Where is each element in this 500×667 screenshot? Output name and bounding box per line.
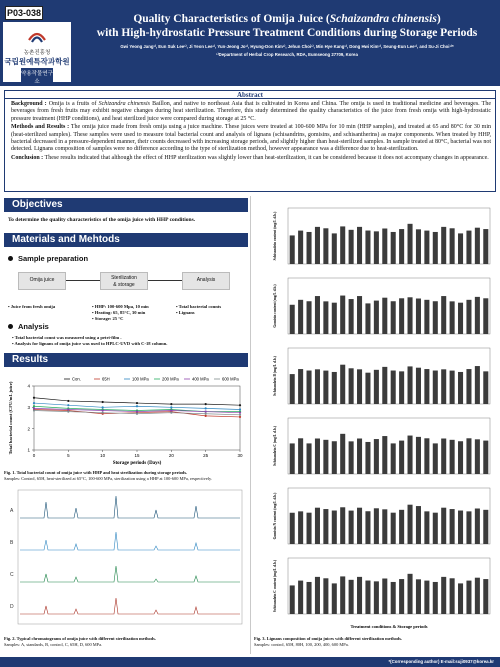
bar	[450, 301, 455, 334]
bar	[315, 439, 320, 474]
bar	[458, 583, 463, 614]
bar	[391, 582, 396, 614]
bar	[365, 581, 370, 614]
bar	[340, 576, 345, 614]
bar	[433, 513, 438, 544]
data-point	[33, 407, 35, 409]
bar	[458, 441, 463, 474]
bar	[450, 228, 455, 264]
bar	[365, 373, 370, 404]
bar	[424, 438, 429, 474]
flow-arrow-1	[66, 280, 100, 281]
title-line1-post: )	[436, 13, 441, 25]
bar	[340, 296, 345, 334]
bar	[374, 581, 379, 614]
y-tick-label: 4	[27, 383, 30, 389]
rda-emblem-icon	[27, 28, 47, 44]
bar	[483, 298, 488, 334]
data-point	[102, 401, 104, 403]
panel-y-label: Schisandrin content (mg/L d.b.)	[273, 211, 277, 261]
analysis-heading	[8, 322, 49, 331]
bar	[441, 369, 446, 404]
bar	[466, 231, 471, 264]
bar	[340, 365, 345, 404]
bar	[374, 301, 379, 334]
analysis-item: • Total bacterial count was measured using a petri-film .	[12, 335, 122, 340]
bar	[391, 443, 396, 474]
legend-label: 100 MPa	[132, 376, 149, 382]
bar	[340, 434, 345, 474]
sample-prep-label: Sample preparation	[18, 254, 89, 263]
legend-label: Con.	[72, 376, 81, 382]
bar	[298, 300, 303, 334]
bar	[399, 441, 404, 474]
fig3-lignans-bar-panels	[254, 200, 496, 632]
bar	[357, 439, 362, 474]
flow-list-juice	[8, 304, 86, 310]
x-tick-label: 0	[32, 453, 36, 458]
legend-label: 600 MPa	[222, 376, 239, 382]
bar	[365, 303, 370, 334]
affiliation: ¹⁾Department of Herbal Crop Research, RDA, Eumseong 27709, Korea	[216, 52, 358, 57]
bar	[332, 511, 337, 544]
data-point	[102, 412, 104, 414]
bar	[391, 513, 396, 544]
bar	[483, 371, 488, 404]
panel-y-label: Gomisin N content (mg/L d.b.)	[273, 492, 277, 540]
data-point	[239, 412, 241, 414]
bar	[399, 229, 404, 264]
bar	[298, 231, 303, 264]
fig1-bacterial-count-chart	[4, 372, 248, 468]
bar	[332, 233, 337, 264]
bar	[483, 229, 488, 264]
data-point	[136, 413, 138, 415]
bar	[382, 229, 387, 264]
background-species: Schizandra chinensis	[98, 101, 150, 107]
bar	[466, 300, 471, 334]
y-tick-label: 2	[27, 426, 30, 432]
data-point	[205, 415, 207, 417]
bar	[357, 369, 362, 404]
data-point	[239, 416, 241, 418]
bar	[408, 574, 413, 614]
logo-text-agency: 농촌진흥청	[23, 50, 51, 56]
panel-y-label: Schisandrin B (mg/L d.b.)	[273, 356, 277, 396]
fig3-caption-text: Samples: control, 65H, 80H, 100, 200, 400, 600 MPa.	[254, 641, 349, 647]
flow-list-item: • HHP: 100-600 Mpa, 10 min	[92, 304, 149, 309]
y-tick-label: 3	[27, 404, 30, 410]
abstract-body	[11, 101, 491, 163]
data-point	[239, 408, 241, 410]
bar	[433, 443, 438, 474]
bar	[458, 372, 463, 404]
bar	[382, 579, 387, 614]
flow-list-analysis	[176, 304, 248, 316]
bar	[374, 508, 379, 544]
bar	[424, 300, 429, 334]
author-list: Gwi Yeong Jang¹⁾, Eun Suk Lee¹⁾, Ji Yeon Lee¹⁾, Yun-Jeong Jo¹⁾, Hyung-Don Kim¹⁾, Jehun Choi¹⁾, Min Hye Kang¹⁾, Dong Hwi Kim¹⁾, Seung-Eun Lee¹⁾, and Su-Ji Choi¹⁾*	[120, 44, 454, 49]
fig2-caption-title: Fig. 2. Typical chromatograms of omija juice with different sterilization methods.	[4, 636, 156, 641]
flow-box-sterilization: Sterilization & storage	[100, 272, 148, 290]
bar	[483, 579, 488, 614]
data-point	[33, 397, 35, 399]
bar	[349, 299, 354, 334]
bar	[357, 508, 362, 544]
x-axis-label: Storage periods (Days)	[112, 461, 162, 466]
bar	[458, 233, 463, 264]
corresponding-author: *(Corresponding author) E-mail:suji0937@korea.kr	[0, 657, 500, 667]
x-tick-label: 10	[100, 453, 106, 458]
svg-text:C: C	[10, 572, 14, 578]
analysis-item: • Analysis for lignans of omija juice was used to HPLC-UVD with C-18 column.	[12, 341, 168, 347]
bar	[416, 506, 421, 544]
data-point	[239, 414, 241, 416]
bar	[374, 370, 379, 404]
data-point	[170, 406, 172, 408]
conclusion-label: Conclusion :	[11, 154, 44, 161]
bar	[424, 511, 429, 544]
panel-y-label: Gomisin content (mg/L d.b.)	[273, 284, 277, 328]
bar	[349, 441, 354, 474]
bar	[441, 508, 446, 544]
bar	[450, 578, 455, 614]
bar	[332, 441, 337, 474]
data-point	[33, 405, 35, 407]
fig3-x-axis-label: Treatment conditions & Storage periods	[350, 624, 428, 629]
data-point	[205, 413, 207, 415]
bar	[475, 297, 480, 334]
section-materials: Materials and Mehtods	[4, 233, 248, 247]
x-tick-label: 20	[168, 453, 174, 458]
bar	[307, 513, 312, 544]
objective-text: To determine the quality characteristics of the omija juice with HHP conditions.	[8, 217, 196, 223]
sample-prep-heading	[8, 254, 88, 263]
abstract-methods	[11, 124, 491, 154]
panel-y-label: Schisandrin C (mg/L d.b.)	[273, 426, 277, 466]
legend-label: 400 MPa	[192, 376, 209, 382]
bar	[450, 440, 455, 474]
bar	[357, 577, 362, 614]
data-point	[67, 408, 69, 410]
bar	[365, 231, 370, 264]
bar	[483, 441, 488, 474]
bar	[416, 299, 421, 334]
bar	[458, 303, 463, 334]
bar	[349, 230, 354, 264]
flow-list-item: • Juice from fresh omija	[8, 304, 56, 309]
panel-y-label: Schisandrin C content (mg/L d.b.)	[273, 559, 277, 613]
bar	[408, 505, 413, 544]
legend-label: 200 MPa	[162, 376, 179, 382]
plot-frame	[34, 386, 240, 450]
data-point	[136, 405, 138, 407]
bar	[408, 224, 413, 264]
data-point	[170, 409, 172, 411]
bar	[382, 509, 387, 544]
bar	[466, 511, 471, 544]
bar	[298, 511, 303, 544]
data-point	[67, 400, 69, 402]
flow-box-juice	[18, 272, 66, 290]
data-point	[170, 412, 172, 414]
bar	[307, 371, 312, 404]
flow-box-analysis-label: Analysis	[196, 277, 216, 283]
bar	[475, 228, 480, 264]
column-divider	[250, 196, 251, 654]
bar	[332, 583, 337, 614]
fig1-caption-title: Fig. 1. Total bacterial count of omija juice with HHP and heat sterilization during storage periods.	[4, 470, 188, 475]
abstract-box	[4, 90, 496, 192]
poster-id: P03-038	[6, 8, 42, 18]
bar	[298, 369, 303, 404]
bar	[424, 581, 429, 614]
bar	[399, 579, 404, 614]
bar	[357, 296, 362, 334]
svg-text:A: A	[10, 508, 14, 514]
bar	[315, 296, 320, 334]
bar	[290, 374, 295, 404]
data-point	[102, 406, 104, 408]
bar	[290, 443, 295, 474]
bar	[466, 369, 471, 404]
svg-text:B: B	[10, 540, 14, 546]
background-label: Background :	[11, 101, 47, 107]
section-objectives: Objectives	[4, 198, 248, 212]
bar	[349, 580, 354, 614]
bar	[391, 301, 396, 334]
bar	[399, 371, 404, 404]
bar	[374, 439, 379, 474]
poster-header	[0, 0, 500, 86]
fig3-caption-title: Fig. 3. Lignans composition of omija juices with different sterilization methods.	[254, 636, 403, 641]
data-point	[136, 402, 138, 404]
bar	[416, 437, 421, 474]
abstract-background	[11, 101, 491, 123]
bar	[433, 301, 438, 334]
bar	[357, 227, 362, 264]
bar	[391, 232, 396, 264]
fig3-caption	[254, 636, 496, 647]
bar	[424, 369, 429, 404]
bar	[466, 438, 471, 474]
bar	[475, 578, 480, 614]
fig1-caption	[4, 470, 248, 481]
background-text-post: Baillon, and native to northeast Asia that is cultivated in Korea and China. The omija is used in traditional medicine and beverages. The beverages from fresh fruits may exhibit negative changes during heat sterilization. Therefore, this study determined the quality characteristics of the juice from fresh omija with high-hydrostatic pressure treatment (HHP conditions), and heat sterilized juice were compared during storage at 25 °C.	[11, 101, 491, 122]
title-species: Schaizandra chinensis	[329, 13, 437, 25]
analysis-item-text: Total bacterial count was measured using a petri-film .	[14, 335, 122, 340]
bar	[466, 581, 471, 614]
bar	[382, 367, 387, 404]
bar	[424, 231, 429, 264]
flow-arrow-2	[148, 280, 182, 281]
analysis-label: Analysis	[18, 322, 49, 331]
bullet-icon	[8, 324, 13, 329]
bar	[323, 301, 328, 334]
bar	[416, 368, 421, 404]
bar	[374, 231, 379, 264]
bar	[408, 436, 413, 474]
bar	[416, 229, 421, 264]
analysis-list	[12, 335, 248, 348]
flow-list-item: • Total bacterial counts	[176, 304, 222, 309]
bar	[433, 232, 438, 264]
bar	[475, 439, 480, 474]
bar	[323, 509, 328, 544]
flow-box-juice-label: Omija juice	[29, 277, 55, 283]
logo-text-division: 약용작물연구소	[21, 68, 53, 86]
data-point	[205, 403, 207, 405]
analysis-item-text: Analysis for lignans of omija juice was used to HPLC-UVD with C-18 column.	[14, 341, 168, 347]
bullet-icon	[8, 256, 13, 261]
poster-title	[78, 12, 496, 40]
bar	[391, 371, 396, 404]
bar	[298, 438, 303, 474]
fig1-caption-text: Samples: Control, 65H, heat-sterilized at 65°C, 100-600 MPa, sterilization using a HHP at 100-600 MPa, respectively.	[4, 475, 212, 481]
data-point	[33, 409, 35, 411]
bar	[349, 368, 354, 404]
bar	[441, 296, 446, 334]
bar	[365, 442, 370, 474]
bar	[475, 366, 480, 404]
section-results: Results	[4, 353, 248, 367]
flow-list-sterilization	[92, 304, 172, 322]
bar	[382, 298, 387, 334]
bar	[408, 297, 413, 334]
methods-text: The omija juice made from fresh omija using a juice machine. These juices were treated at 100-600 MPa for 10 min (HHP samples), and treated at 65 and 80°C for 30 min (heat-sterilized samples). These samples were used to measure total bacterial count and analysis of lignans (schisandrins, gomisins, and schisantherins) as major components. When treated by HHP, bacterial decreased in a pressure-dependent manner, their counts decreased with increasing storage periods, and slightly higher than heat-sterilized samples. In sample treated at 80°C, bacterial was not detected. Lignans composition of samples were no difference according to the type of sterilization method, however appearance was a difference due to heat-sterilization.	[11, 124, 491, 153]
methods-label: Methods and Results :	[11, 124, 70, 131]
bar	[332, 372, 337, 404]
bar	[290, 305, 295, 334]
fig2-caption-text: Samples: A, standards, B, control, C, 65H, D, 600 MPa.	[4, 641, 103, 647]
bar	[441, 439, 446, 474]
bar	[307, 443, 312, 474]
x-tick-label: 5	[67, 453, 70, 458]
bar	[399, 298, 404, 334]
bar	[315, 577, 320, 614]
bar	[475, 509, 480, 544]
bar	[307, 232, 312, 264]
bar	[315, 227, 320, 264]
bar	[349, 511, 354, 544]
abstract-conclusion	[11, 155, 491, 162]
data-point	[67, 404, 69, 406]
bar	[458, 511, 463, 544]
data-point	[239, 404, 241, 406]
data-point	[205, 407, 207, 409]
bar	[323, 228, 328, 264]
bar	[450, 371, 455, 404]
data-point	[170, 403, 172, 405]
bar	[290, 585, 295, 614]
data-point	[205, 411, 207, 413]
bar	[408, 366, 413, 404]
x-tick-label: 15	[134, 453, 140, 458]
bar	[290, 513, 295, 544]
logo-text-institute: 국립원예특작과학원	[4, 57, 70, 66]
institute-logo	[3, 22, 71, 85]
bar	[323, 578, 328, 614]
bar	[416, 579, 421, 614]
y-tick-label: 1	[27, 447, 30, 453]
y-axis-label: Total bacterial count (CFU/mL juice)	[8, 381, 13, 455]
flow-list-item: • Storage: 25 °C	[92, 316, 124, 321]
bar	[441, 227, 446, 264]
bar	[315, 369, 320, 404]
flow-list-item: • Heating: 65, 85°C, 30 min	[92, 310, 146, 315]
x-tick-label: 30	[237, 453, 243, 458]
title-line1-pre: Quality Characteristics of Omija Juice (	[133, 13, 330, 25]
bar	[365, 511, 370, 544]
bar	[340, 507, 345, 544]
flow-list-item: • Lignans	[176, 310, 195, 315]
background-text-pre: Omija is a fruits of	[46, 101, 99, 107]
flow-box-analysis	[182, 272, 230, 290]
bar	[323, 371, 328, 404]
bar	[307, 582, 312, 614]
fig2-caption	[4, 636, 248, 647]
data-point	[33, 402, 35, 404]
data-point	[102, 409, 104, 411]
bar	[433, 582, 438, 614]
title-line2: with High-hydrostatic Pressure Treatment Conditions during Storage Periods	[96, 27, 478, 39]
bar	[450, 509, 455, 544]
bar	[307, 301, 312, 334]
data-point	[67, 411, 69, 413]
legend-label: 65H	[102, 376, 110, 382]
bar	[340, 226, 345, 264]
x-tick-label: 25	[203, 453, 209, 458]
bar	[483, 510, 488, 544]
abstract-heading: Abstract	[5, 91, 495, 99]
bar	[433, 371, 438, 404]
conclusion-text: These results indicated that although the effect of HHP sterilization was slightly lower than heat-sterilization, it can be considered because it does not accompany changes in appearance.	[43, 154, 489, 161]
bar	[315, 508, 320, 544]
bar	[332, 303, 337, 334]
bar	[382, 436, 387, 474]
data-point	[136, 411, 138, 413]
fig2-chromatograms	[4, 488, 248, 634]
bar	[323, 440, 328, 474]
bar	[290, 235, 295, 264]
bar	[399, 510, 404, 544]
bar	[441, 577, 446, 614]
bar	[298, 581, 303, 614]
svg-text:D: D	[10, 604, 14, 610]
